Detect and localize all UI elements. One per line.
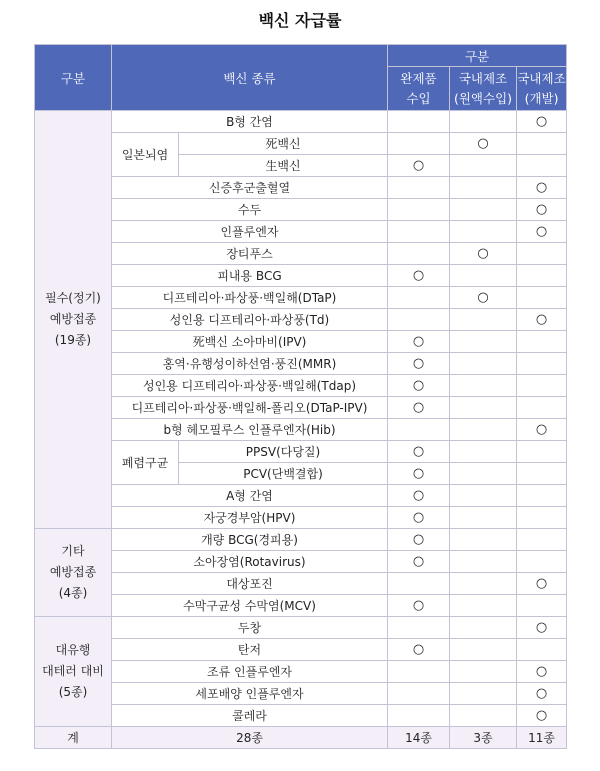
mark-import bbox=[388, 419, 450, 441]
total-row bbox=[35, 727, 567, 749]
mark-dev bbox=[517, 331, 567, 353]
mark-raw bbox=[450, 441, 517, 463]
table-row bbox=[35, 529, 567, 551]
header-development bbox=[517, 67, 567, 111]
mark-dev: ○ bbox=[517, 199, 567, 221]
vaccine-name: 소아장염(Rotavirus) bbox=[112, 551, 388, 573]
mark-raw bbox=[450, 507, 517, 529]
mark-raw: ○ bbox=[450, 133, 517, 155]
subgroup-pneumococcal: 폐렴구균 bbox=[112, 441, 179, 485]
mark-raw bbox=[450, 661, 517, 683]
vaccine-name: 수막구균성 수막염(MCV) bbox=[112, 595, 388, 617]
vaccine-name: 성인용 디프테리아·파상풍·백일해(Tdap) bbox=[112, 375, 388, 397]
mark-import bbox=[388, 287, 450, 309]
vaccine-name: 死백신 bbox=[179, 133, 388, 155]
mark-import: ○ bbox=[388, 397, 450, 419]
mark-import bbox=[388, 133, 450, 155]
mark-raw bbox=[450, 353, 517, 375]
mark-import: ○ bbox=[388, 155, 450, 177]
table-row bbox=[35, 265, 567, 287]
vaccine-name: 디프테리아·파상풍·백일해-폴리오(DTaP-IPV) bbox=[112, 397, 388, 419]
mark-raw bbox=[450, 199, 517, 221]
mark-dev bbox=[517, 595, 567, 617]
header-dev-line2: (개발) bbox=[524, 90, 559, 106]
header-group: 구분 bbox=[388, 45, 567, 67]
mark-dev: ○ bbox=[517, 683, 567, 705]
table-row bbox=[35, 661, 567, 683]
mark-import bbox=[388, 705, 450, 727]
vaccine-name: B형 간염 bbox=[112, 111, 388, 133]
vaccine-name: 死백신 소아마비(IPV) bbox=[112, 331, 388, 353]
vaccine-name: 신증후군출혈열 bbox=[112, 177, 388, 199]
mark-raw bbox=[450, 617, 517, 639]
mark-import: ○ bbox=[388, 441, 450, 463]
table-row bbox=[35, 243, 567, 265]
mark-dev: ○ bbox=[517, 419, 567, 441]
mark-import: ○ bbox=[388, 463, 450, 485]
mark-import: ○ bbox=[388, 353, 450, 375]
mark-raw: ○ bbox=[450, 287, 517, 309]
mark-raw bbox=[450, 265, 517, 287]
mark-dev: ○ bbox=[517, 661, 567, 683]
vaccine-name: 성인용 디프테리아·파상풍(Td) bbox=[112, 309, 388, 331]
mark-dev bbox=[517, 353, 567, 375]
mark-dev bbox=[517, 287, 567, 309]
mark-dev bbox=[517, 441, 567, 463]
vaccine-name: PCV(단백결합) bbox=[179, 463, 388, 485]
mark-dev bbox=[517, 639, 567, 661]
header-raw-import bbox=[450, 67, 517, 111]
category-line: 기타 bbox=[61, 544, 85, 558]
mark-raw bbox=[450, 639, 517, 661]
mark-dev: ○ bbox=[517, 221, 567, 243]
table-row bbox=[35, 595, 567, 617]
vaccine-name: 장티푸스 bbox=[112, 243, 388, 265]
mark-dev: ○ bbox=[517, 705, 567, 727]
header-dev-line1: 국내제조 bbox=[517, 70, 566, 86]
mark-dev: ○ bbox=[517, 177, 567, 199]
total-count: 28종 bbox=[112, 727, 388, 749]
table-row bbox=[35, 375, 567, 397]
category-line: (5종) bbox=[58, 685, 88, 699]
header-raw-line1: 국내제조 bbox=[458, 70, 508, 86]
mark-dev bbox=[517, 551, 567, 573]
mark-import bbox=[388, 617, 450, 639]
table-row bbox=[35, 133, 567, 155]
mark-import: ○ bbox=[388, 485, 450, 507]
vaccine-name: 인플루엔자 bbox=[112, 221, 388, 243]
total-import: 14종 bbox=[388, 727, 450, 749]
vaccine-name: 대상포진 bbox=[112, 573, 388, 595]
header-import-line1: 완제품 bbox=[400, 70, 437, 86]
mark-raw bbox=[450, 573, 517, 595]
mark-dev bbox=[517, 507, 567, 529]
vaccine-name: 탄저 bbox=[112, 639, 388, 661]
table-row bbox=[35, 441, 567, 463]
vaccine-name: 수두 bbox=[112, 199, 388, 221]
mark-import bbox=[388, 309, 450, 331]
mark-import: ○ bbox=[388, 375, 450, 397]
mark-dev: ○ bbox=[517, 573, 567, 595]
mark-dev bbox=[517, 243, 567, 265]
mark-import bbox=[388, 221, 450, 243]
category-line: 필수(정기) bbox=[45, 291, 101, 305]
header-vaccine-type: 백신 종류 bbox=[112, 45, 388, 111]
mark-dev: ○ bbox=[517, 617, 567, 639]
vaccine-name: 자궁경부암(HPV) bbox=[112, 507, 388, 529]
vaccine-name: 조류 인플루엔자 bbox=[112, 661, 388, 683]
table-row bbox=[35, 485, 567, 507]
mark-raw bbox=[450, 705, 517, 727]
category-line: (4종) bbox=[58, 586, 88, 600]
mark-import bbox=[388, 111, 450, 133]
table-row bbox=[35, 397, 567, 419]
subgroup-japanese-encephalitis: 일본뇌염 bbox=[112, 133, 179, 177]
mark-import bbox=[388, 661, 450, 683]
mark-import bbox=[388, 243, 450, 265]
table-row bbox=[35, 705, 567, 727]
total-dev: 11종 bbox=[517, 727, 567, 749]
table-row bbox=[35, 617, 567, 639]
category-line: 대유행 bbox=[55, 643, 91, 657]
page-title: 백신 자급률 bbox=[258, 11, 342, 30]
mark-raw bbox=[450, 155, 517, 177]
mark-dev: ○ bbox=[517, 309, 567, 331]
category-pandemic bbox=[35, 617, 112, 727]
category-line: (19종) bbox=[54, 333, 92, 347]
table-row bbox=[35, 111, 567, 133]
mark-raw bbox=[450, 463, 517, 485]
vaccine-name: A형 간염 bbox=[112, 485, 388, 507]
table-row bbox=[35, 331, 567, 353]
category-line: 예방접종 bbox=[49, 312, 97, 326]
vaccine-name: 디프테리아·파상풍·백일해(DTaP) bbox=[112, 287, 388, 309]
mark-import: ○ bbox=[388, 551, 450, 573]
header-category: 구분 bbox=[35, 45, 112, 111]
mark-raw bbox=[450, 221, 517, 243]
header-raw-line2: (원액수입) bbox=[453, 90, 513, 106]
mark-raw bbox=[450, 683, 517, 705]
mark-dev: ○ bbox=[517, 111, 567, 133]
vaccine-name: 세포배양 인플루엔자 bbox=[112, 683, 388, 705]
vaccine-name: PPSV(다당질) bbox=[179, 441, 388, 463]
total-label: 계 bbox=[35, 727, 112, 749]
mark-import bbox=[388, 199, 450, 221]
category-other bbox=[35, 529, 112, 617]
mark-dev bbox=[517, 155, 567, 177]
table-row bbox=[35, 221, 567, 243]
mark-raw bbox=[450, 551, 517, 573]
table-row bbox=[35, 639, 567, 661]
table-row bbox=[35, 419, 567, 441]
table-row bbox=[35, 353, 567, 375]
mark-raw bbox=[450, 529, 517, 551]
mark-dev bbox=[517, 485, 567, 507]
table-row bbox=[35, 287, 567, 309]
mark-dev bbox=[517, 463, 567, 485]
mark-import: ○ bbox=[388, 529, 450, 551]
mark-import: ○ bbox=[388, 331, 450, 353]
mark-import: ○ bbox=[388, 265, 450, 287]
mark-import: ○ bbox=[388, 595, 450, 617]
table-row bbox=[35, 551, 567, 573]
mark-dev bbox=[517, 397, 567, 419]
mark-import: ○ bbox=[388, 639, 450, 661]
table-row bbox=[35, 573, 567, 595]
vaccine-name: 生백신 bbox=[179, 155, 388, 177]
mark-dev bbox=[517, 375, 567, 397]
mark-raw bbox=[450, 375, 517, 397]
table-row bbox=[35, 309, 567, 331]
category-line: 대테러 대비 bbox=[42, 664, 104, 678]
table-row bbox=[35, 507, 567, 529]
total-raw: 3종 bbox=[450, 727, 517, 749]
header-import bbox=[388, 67, 450, 111]
mark-raw bbox=[450, 419, 517, 441]
mark-raw bbox=[450, 397, 517, 419]
table-row bbox=[35, 177, 567, 199]
category-line: 예방접종 bbox=[49, 565, 97, 579]
table-row bbox=[35, 199, 567, 221]
table-row bbox=[35, 683, 567, 705]
mark-dev bbox=[517, 133, 567, 155]
mark-import bbox=[388, 177, 450, 199]
vaccine-name: 두창 bbox=[112, 617, 388, 639]
mark-raw bbox=[450, 111, 517, 133]
mark-import: ○ bbox=[388, 507, 450, 529]
mark-raw: ○ bbox=[450, 243, 517, 265]
vaccine-name: 개량 BCG(경피용) bbox=[112, 529, 388, 551]
mark-import bbox=[388, 573, 450, 595]
vaccine-name: b형 헤모필루스 인플루엔자(Hib) bbox=[112, 419, 388, 441]
category-required bbox=[35, 111, 112, 529]
mark-import bbox=[388, 683, 450, 705]
vaccine-table bbox=[34, 44, 567, 749]
mark-raw bbox=[450, 177, 517, 199]
vaccine-name: 콜레라 bbox=[112, 705, 388, 727]
mark-raw bbox=[450, 331, 517, 353]
header-import-line2: 수입 bbox=[406, 90, 431, 106]
mark-raw bbox=[450, 595, 517, 617]
vaccine-name: 홍역·유행성이하선염·풍진(MMR) bbox=[112, 353, 388, 375]
mark-dev bbox=[517, 529, 567, 551]
vaccine-name: 피내용 BCG bbox=[112, 265, 388, 287]
mark-raw bbox=[450, 485, 517, 507]
mark-raw bbox=[450, 309, 517, 331]
mark-dev bbox=[517, 265, 567, 287]
